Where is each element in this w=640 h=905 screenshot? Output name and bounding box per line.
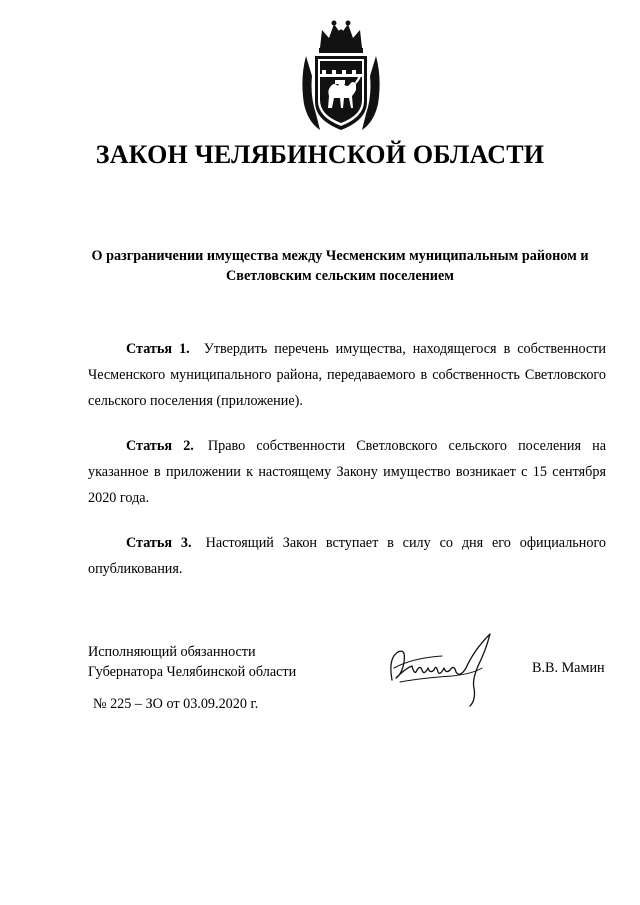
law-subject [60,246,620,286]
article-2-label: Статья 2. [126,438,194,454]
article-2 [88,433,606,511]
article-1-text: Утвердить перечень имущества, находящегося в собственности Чесменского муниципального района, передаваемого в собственность Светловского сельского поселения (приложение). [88,341,606,409]
handwritten-signature-icon [382,628,500,708]
chelyabinsk-coat-of-arms-icon [298,18,384,136]
article-3-label: Статья 3. [126,535,192,551]
signer-position-line2: Губернатора Челябинской области [88,664,297,680]
signer-position-line1: Исполняющий обязанности [88,644,256,660]
law-title: ЗАКОН ЧЕЛЯБИНСКОЙ ОБЛАСТИ [95,140,545,169]
article-3-text: Настоящий Закон вступает в силу со дня его официального опубликования. [88,535,607,577]
signer-position [88,642,296,682]
article-3 [88,530,606,582]
signer-name: В.В. Мамин [532,660,605,676]
article-1 [88,336,606,414]
article-1-label: Статья 1. [126,341,190,357]
article-2-text: Право собственности Светловского сельского поселения на указанное в приложении к настоящему Закону имущество возникает с 15 сентября 2020 года. [88,438,606,506]
law-number-date: № 225 – ЗО от 03.09.2020 г. [93,696,259,712]
law-subject-line2: Светловским сельским поселением [226,268,454,284]
law-subject-line1: О разграничении имущества между Чесменским муниципальным районом и [91,248,589,264]
